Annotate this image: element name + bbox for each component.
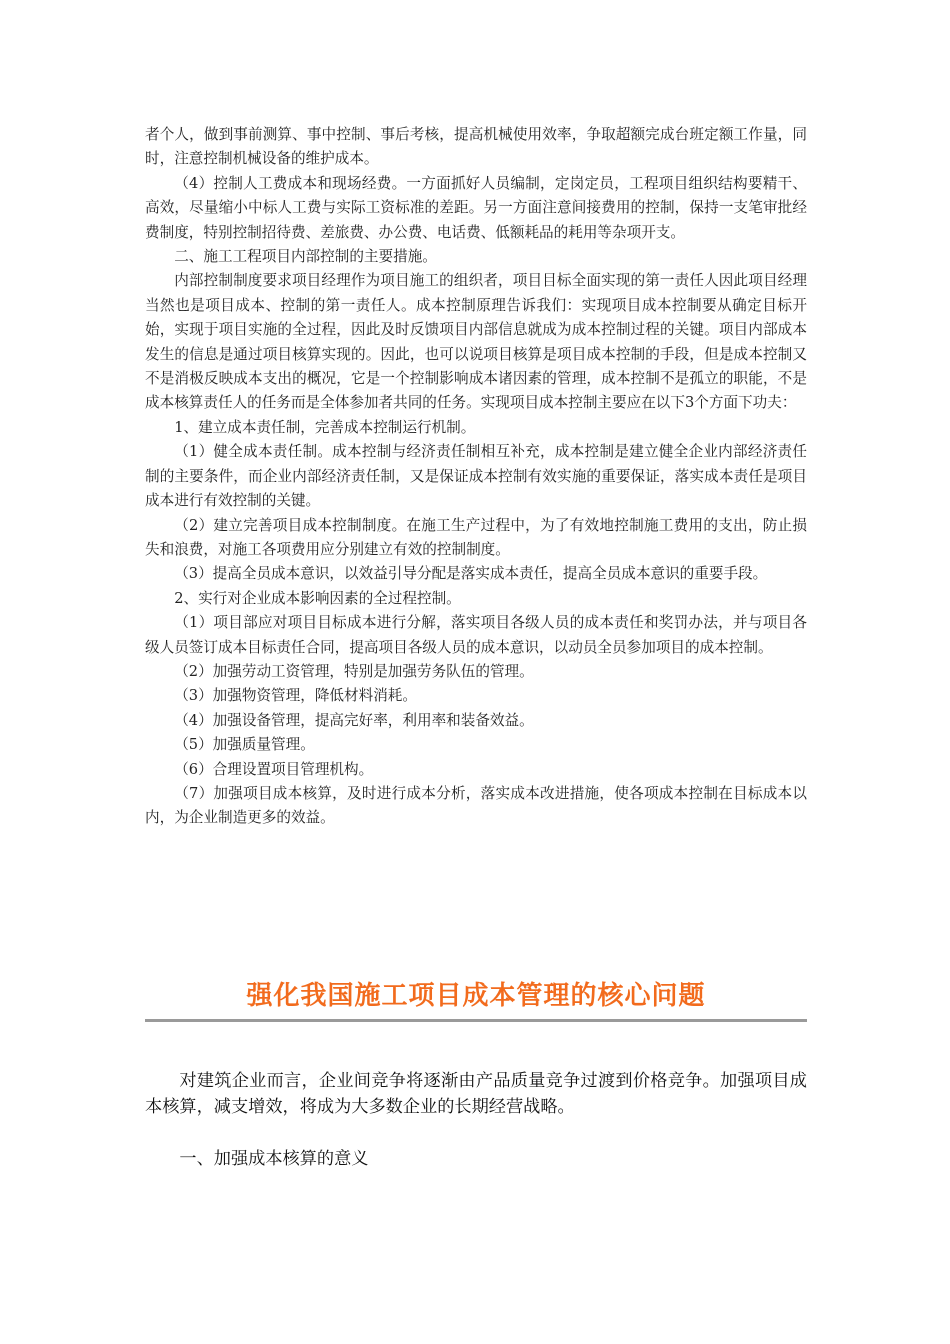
list-item: （1）项目部应对项目目标成本进行分解，落实项目各级人员的成本责任和奖罚办法，并与项目各级人员签订成本目标责任合同，提高项目各级人员的成本意识，以动员全员参加项目的成本控制。 [145, 614, 807, 656]
paragraph: （4）控制人工费成本和现场经费。一方面抓好人员编制，定岗定员，工程项目组织结构要精干、高效，尽量缩小中标人工费与实际工资标准的差距。另一方面注意间接费用的控制，保持一支笔审批经费制度，特别控制招待费、差旅费、办公费、电话费、低额耗品的耗用等杂项开支。 [145, 174, 807, 241]
intro-paragraph: 对建筑企业而言，企业间竞争将逐渐由产品质量竞争过渡到价格竞争。加强项目成本核算，减支增效，将成为大多数企业的长期经营战略。 [145, 1071, 807, 1117]
section-heading: 一、加强成本核算的意义 [179, 1149, 369, 1169]
article-title: 强化我国施工项目成本管理的核心问题 [246, 981, 706, 1011]
list-item: （7）加强项目成本核算，及时进行成本分析，落实成本改进措施，使各项成本控制在目标成本以内，为企业制造更多的效益。 [145, 784, 807, 827]
list-item: （2）建立完善项目成本控制制度。在施工生产过程中，为了有效地控制施工费用的支出，防止损失和浪费，对施工各项费用应分别建立有效的控制制度。 [145, 516, 807, 558]
article-body [145, 1068, 807, 1172]
list-item: （2）加强劳动工资管理，特别是加强劳务队伍的管理。 [174, 662, 534, 680]
list-item: （3）加强物资管理，降低材料消耗。 [174, 687, 417, 705]
document-body [145, 123, 807, 831]
paragraph: 者个人，做到事前测算、事中控制、事后考核，提高机械使用效率，争取超额完成台班定额工作量，同时，注意控制机械设备的维护成本。 [145, 126, 807, 168]
list-item: （5）加强质量管理。 [174, 736, 315, 754]
title-divider [145, 1019, 807, 1022]
section-heading: 二、施工工程项目内部控制的主要措施。 [174, 248, 437, 266]
list-item: （6）合理设置项目管理机构。 [174, 760, 374, 778]
paragraph: 内部控制制度要求项目经理作为项目施工的组织者，项目目标全面实现的第一责任人因此项目经理当然也是项目成本、控制的第一责任人。成本控制原理告诉我们：实现项目成本控制要从确定目标开始，实现于项目实施的全过程，因此及时反馈项目内部信息就成为成本控制过程的关键。项目内部成本发生的信息是通过项目核算实现的。因此，也可以说项目核算是项目成本控制的手段，但是成本控制又不是消极反映成本支出的概况，它是一个控制影响成本诸因素的管理，成本控制不是孤立的职能，不是成本核算责任人的任务而是全体参加者共同的任务。实现项目成本控制主要应在以下3个方面下功夫： [145, 272, 807, 412]
subheading: 2、实行对企业成本影响因素的全过程控制。 [174, 589, 461, 607]
list-item: （1）健全成本责任制。成本控制与经济责任制相互补充，成本控制是建立健全企业内部经济责任制的主要条件，而企业内部经济责任制，又是保证成本控制有效实施的重要保证，落实成本责任是项目成本进行有效控制的关键。 [145, 443, 807, 510]
list-item: （3）提高全员成本意识，以效益引导分配是落实成本责任，提高全员成本意识的重要手段。 [174, 565, 768, 583]
subheading: 1、建立成本责任制，完善成本控制运行机制。 [174, 418, 476, 436]
list-item: （4）加强设备管理，提高完好率，利用率和装备效益。 [174, 711, 534, 729]
